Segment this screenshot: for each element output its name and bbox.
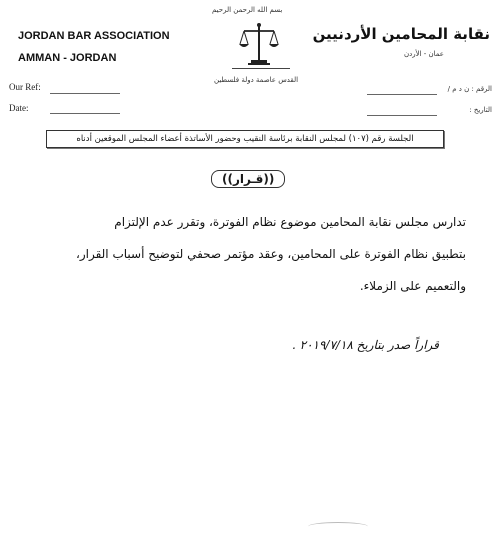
basmala: بسم الله الرحمن الرحيم [212,6,283,14]
signature-trace [308,522,368,531]
decision-body: تدارس مجلس نقابة المحامين موضوع نظام الفوترة، وتقرر عدم الإلتزام بتطبيق نظام الفوترة على المحامين، وعقد مؤتمر صحفي لتوضيح أسباب القرار، والتعميم على الزملاء. [75,215,466,293]
decision-title: ((قـرار)) [211,170,285,188]
ar-date-line [367,115,437,116]
session-info-box: الجلسة رقم (١٠٧) لمجلس النقابة برئاسة النقيب وحضور الأساتذة أعضاء المجلس الموقعين أدناه [46,130,444,148]
issued-date-line: قراراً صدر بتاريخ ٢٠١٩/٧/١٨ . [292,338,439,352]
association-name-en: JORDAN BAR ASSOCIATION [18,30,170,42]
association-name-ar: نقابة المحامين الأردنيين [312,25,490,43]
ar-ref-label: الرقم : ن د م / [447,85,492,93]
scales-of-justice-icon [238,22,280,66]
association-city-ar: عمان - الأردن [403,50,444,58]
association-city-en: AMMAN - JORDAN [18,52,117,64]
date-label: Date: [9,103,29,113]
our-ref-label: Our Ref: [9,82,41,92]
jerusalem-motto: القدس عاصمة دولة فلسطين [214,76,299,84]
ar-date-label: التاريخ : [469,106,492,114]
ar-ref-line [367,94,437,95]
emblem-underline [232,68,290,69]
date-line [50,113,120,114]
our-ref-line [50,93,120,94]
